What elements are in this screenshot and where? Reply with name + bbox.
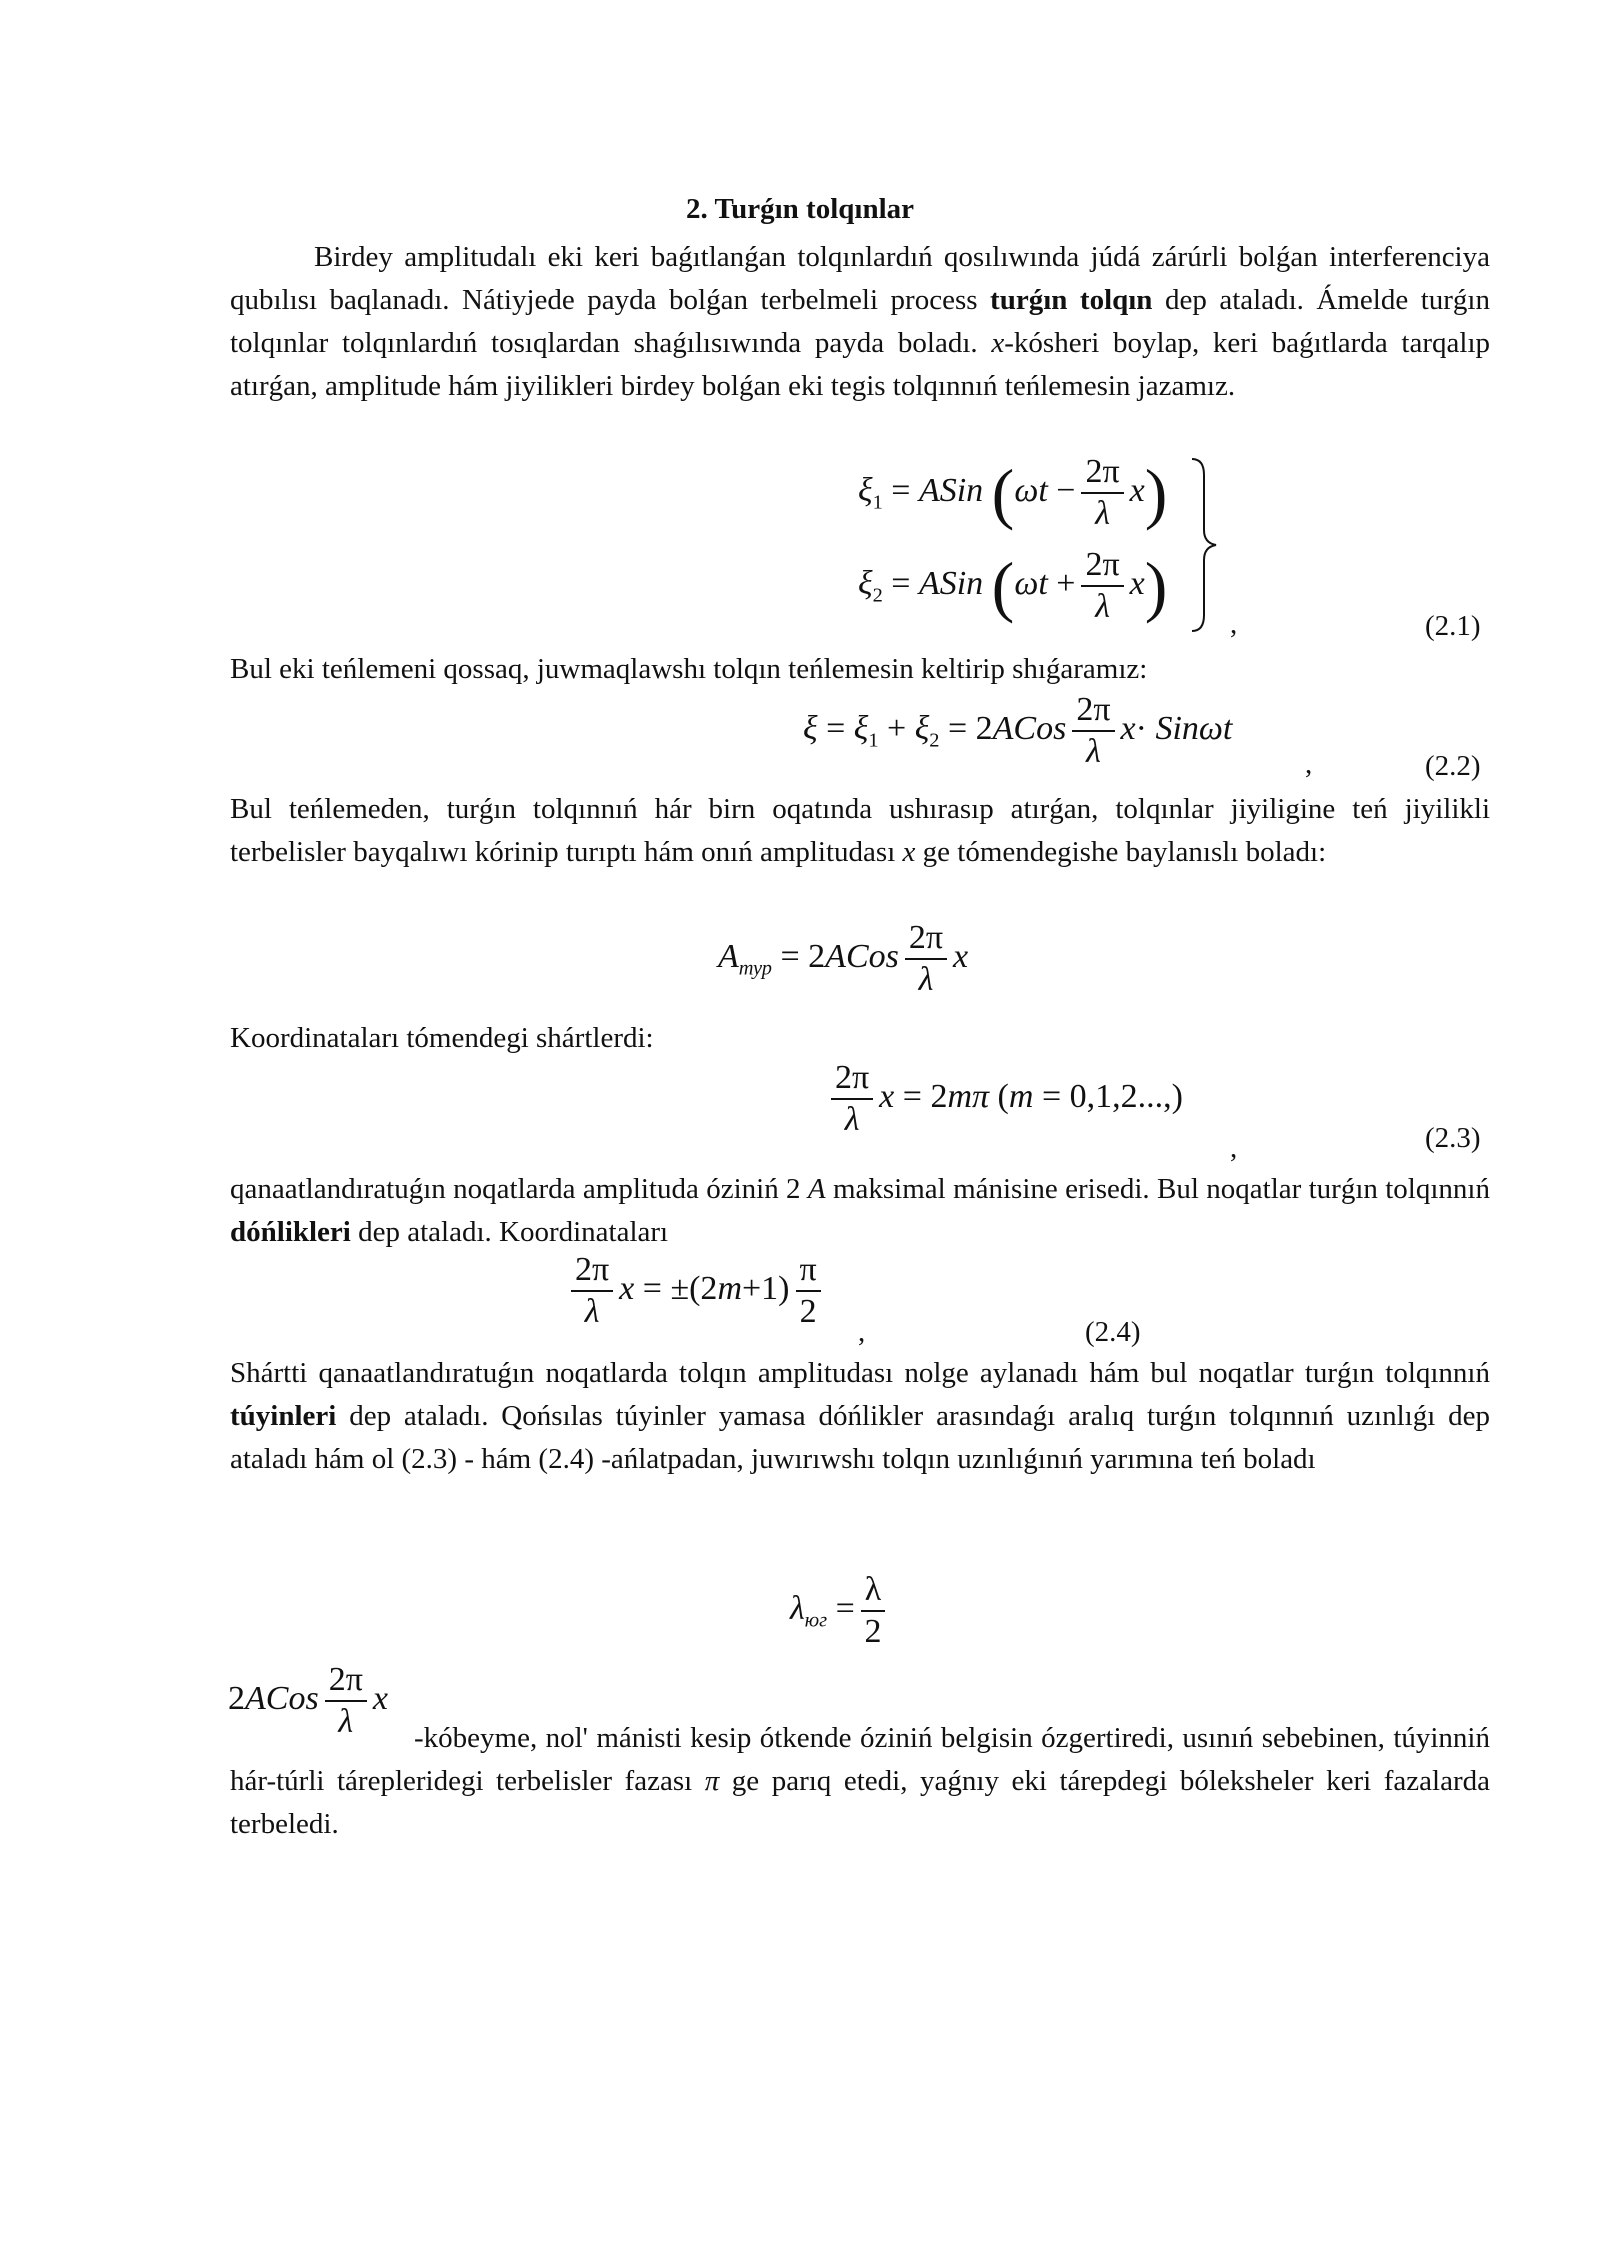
section-title: 2. Turǵın tolqınlar <box>685 193 915 225</box>
eq3-comma: , <box>1230 1132 1238 1164</box>
p5-text-b: maksimal mánisine erisedi. Bul noqatlar turǵın tolqınnıń <box>825 1173 1490 1205</box>
term-nodes: túyinleri <box>230 1400 337 1432</box>
equation-number-2-1: (2.1) <box>1425 610 1481 642</box>
eq2-comma: , <box>1305 748 1313 780</box>
p1-text-b: dep ataladı. Ámelde turǵın tolqınlar tolqınlardıń tosıqlardan shaǵılısıwında payda boladı. <box>230 284 1490 359</box>
equation-standing-wavelength: $\lambda_{юг}$ = $\frac{\lambda}{2}$ <box>790 1570 891 1652</box>
equation-sum: $\xi = \xi_1 + \xi_2$ = 2ACos $\frac{2\pi}{\lambda}$ x· Sinωt <box>803 691 1233 770</box>
paragraph-antinodes <box>230 1168 1490 1254</box>
paragraph-amplitude <box>230 788 1490 874</box>
paragraph-sum: Bul eki teńlemeni qossaq, juwmaqlawshı tolqın teńlemesin keltirip shıǵaramız: <box>230 653 1148 685</box>
p1-text-a: Birdey amplitudalı eki keri baǵıtlanǵan tolqınlardıń qosılıwında júdá zárúrli bolǵan interferenciya qubılısı baqlanadı. Nátiyjede payda bolǵan terbelmeli process <box>230 241 1490 316</box>
system-brace-icon <box>1188 455 1228 635</box>
paragraph-nodes <box>230 1352 1490 1481</box>
equation-amplitude: $A_{тур}$ = 2ACos $\frac{2\pi}{\lambda}$ x <box>718 919 969 998</box>
p5-var-A: A <box>807 1173 826 1205</box>
p5-text-c: dep ataladı. Koordinataları <box>350 1216 669 1248</box>
eq4-comma: , <box>858 1316 866 1348</box>
p7-text-b: ge parıq etedi, yaǵnıy eki tárepdegi bóleksheler keri fazalarda terbeledi. <box>230 1765 1490 1840</box>
paragraph-phase <box>230 1717 1490 1846</box>
equation-nodes: $\frac{2\pi}{\lambda}$ x = ±(2m+1) $\frac{\pi}{2}$ <box>565 1250 827 1332</box>
p5-text-a: qanaatlandıratuǵın noqatlarda amplituda óziniń 2 <box>230 1173 808 1205</box>
term-standing-wave: turǵın tolqın <box>990 284 1153 316</box>
p7-var-pi: π <box>704 1765 720 1797</box>
equation-number-2-3: (2.3) <box>1425 1122 1481 1154</box>
equation-factor: 2ACos $\frac{2\pi}{\lambda}$ x <box>228 1661 388 1740</box>
equation-xi1: $\xi_1$ = ASin (ωt − $\frac{2\pi}{\lambda}$ x) <box>858 453 1168 532</box>
eq1-comma: , <box>1230 608 1238 640</box>
p6-text-a: Shártti qanaatlandıratuǵın noqatlarda tolqın amplitudası nolge aylanadı hám bul noqatlar turǵın tolqınnıń <box>230 1357 1490 1389</box>
p1-text-c: -kósheri boylap, keri baǵıtlarda tarqalıp atırǵan, amplitude hám jiyilikleri birdey bolǵan eki tegis tolqınnıń teńlemesin jazamız. <box>230 327 1491 402</box>
equation-number-2-2: (2.2) <box>1425 750 1481 782</box>
term-antinodes: dóńlikleri <box>230 1216 351 1248</box>
equation-antinodes: $\frac{2\pi}{\lambda}$ x = 2mπ (m = 0,1,2...,) <box>825 1058 1183 1140</box>
equation-number-2-4: (2.4) <box>1085 1316 1141 1348</box>
p1-var-x: x <box>991 327 1005 359</box>
paragraph-intro <box>230 236 1490 408</box>
equation-xi2: $\xi_2$ = ASin (ωt + $\frac{2\pi}{\lambda}$ x) <box>858 546 1168 625</box>
p3-text-b: ge tómendegishe baylanıslı boladı: <box>915 836 1327 868</box>
p7-text-a: -kóbeyme, nol' mánisti kesip ótkende óziniń belgisin ózgertiredi, usınıń sebebinen, túyinniń hár-túrli tárepleridegi terbelisler fazası <box>230 1722 1490 1797</box>
paragraph-conditions: Koordinataları tómendegi shártlerdi: <box>230 1022 654 1054</box>
p3-text-a: Bul teńlemeden, turǵın tolqınnıń hár birn oqatında ushırasıp atırǵan, tolqınlar jiyiligine teń jiyilikli terbelisler bayqalıwı kórinip turıptı hám onıń amplitudası <box>230 793 1490 868</box>
p6-text-b: dep ataladı. Qońsılas túyinler yamasa dóńlikler arasındaǵı aralıq turǵın tolqınnıń uzınlıǵı dep ataladı hám ol (2.3) - hám (2.4) -ańlatpadan, juwırıwshı tolqın uzınlıǵınıń yarımına teń boladı <box>230 1400 1490 1475</box>
p3-var-x: x <box>902 836 916 868</box>
